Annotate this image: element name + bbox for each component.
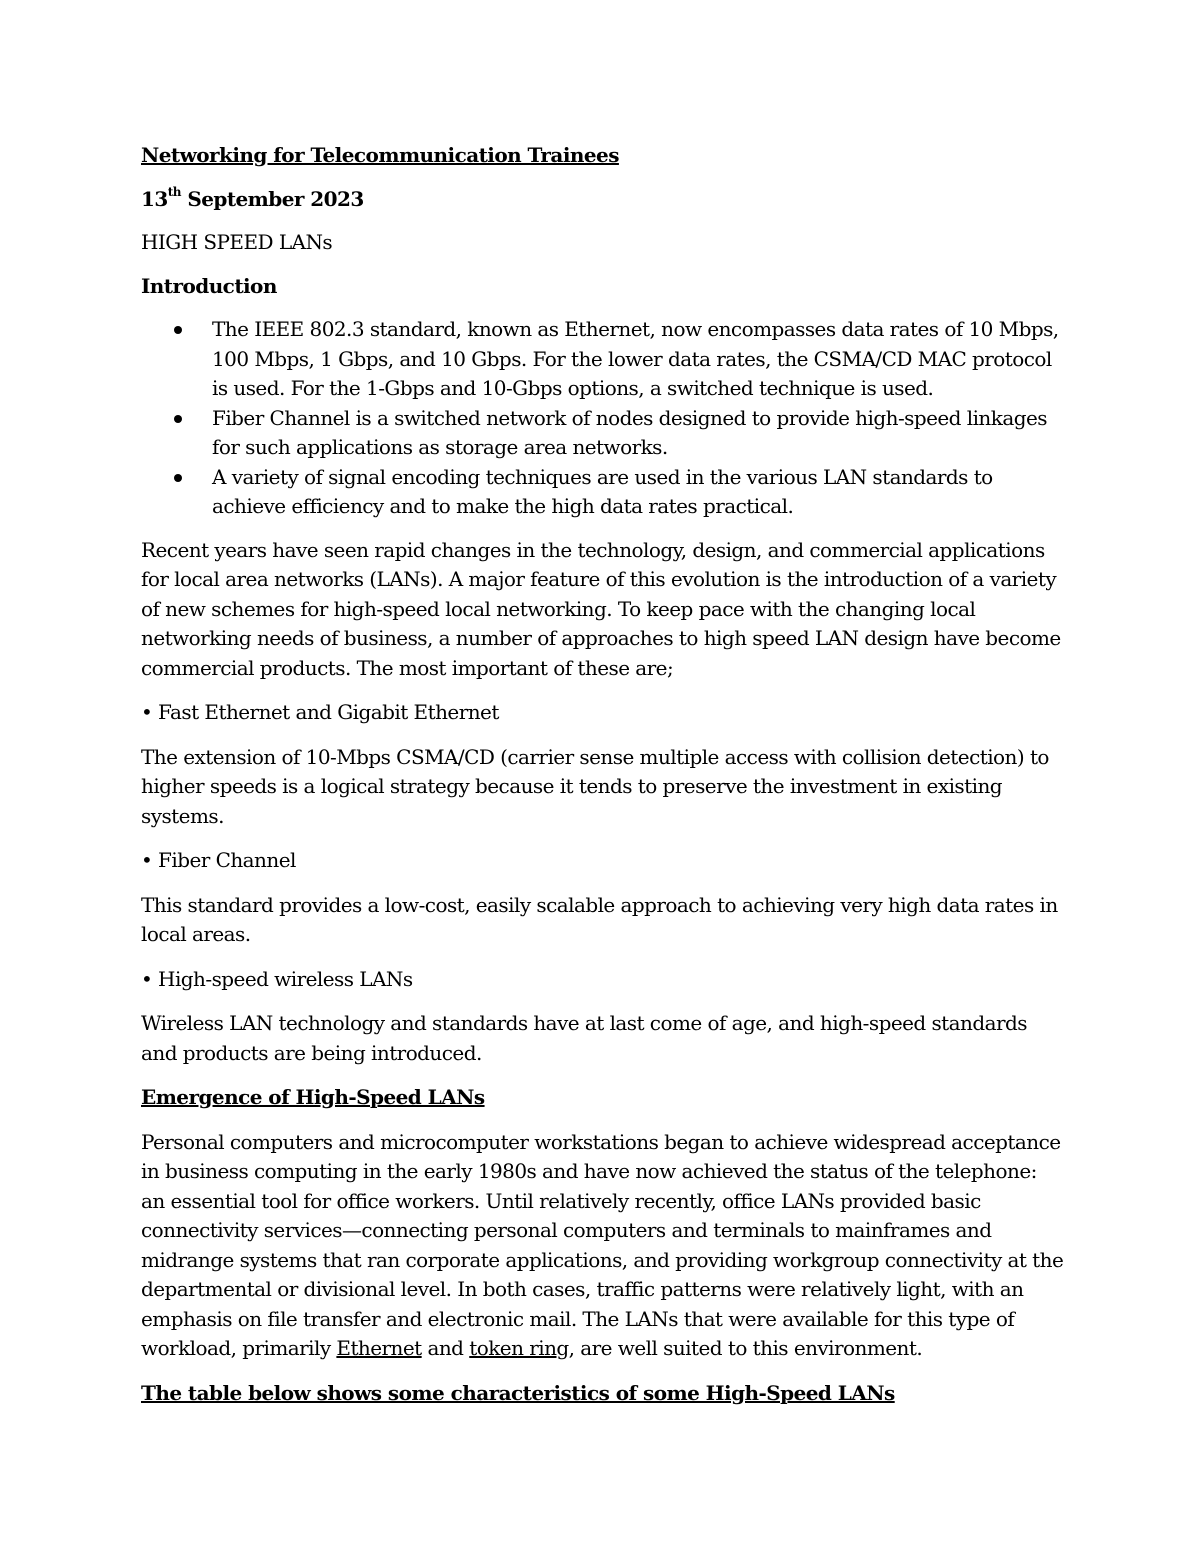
item-text-wireless-lans: Wireless LAN technology and standards have at last come of age, and high-speed standards and products are being introduced. <box>141 1011 1027 1065</box>
section-heading: HIGH SPEED LANs <box>141 230 333 254</box>
bullet-text: The IEEE 802.3 standard, known as Ethernet, now encompasses data rates of 10 Mbps, 100 Mbps, 1 Gbps, and 10 Gbps. For the lower data rates, the CSMA/CD MAC protocol is used. For the 1-Gbps and 10-Gbps options, a switched technique is used. <box>212 317 1059 400</box>
date-suffix: th <box>167 184 181 199</box>
token-ring-link[interactable]: token ring <box>469 1336 569 1360</box>
bullet-item <box>212 404 1066 463</box>
emergence-heading: Emergence of High-Speed LANs <box>141 1085 485 1109</box>
document-date <box>141 185 1066 215</box>
item-label-wireless-lans: • High-speed wireless LANs <box>141 966 413 991</box>
bullet-dot-icon <box>174 415 182 423</box>
item-text-fiber-channel: This standard provides a low-cost, easily scalable approach to achieving very high data rates in local areas. <box>141 892 1058 946</box>
bullet-item <box>212 463 1066 522</box>
intro-bullet-list <box>141 315 1066 522</box>
item-label-fiber-channel: • Fiber Channel <box>141 848 296 872</box>
bullet-text: Fiber Channel is a switched network of nodes designed to provide high-speed linkages for such applications as storage area networks. <box>212 405 1047 459</box>
item-text-fast-ethernet: The extension of 10-Mbps CSMA/CD (carrier sense multiple access with collision detection) to higher speeds is a logical strategy because it tends to preserve the investment in existing systems. <box>141 744 1049 828</box>
ethernet-link[interactable]: Ethernet <box>336 1336 422 1360</box>
emergence-text-start: Personal computers and microcomputer workstations began to achieve widespread acceptance in business computing in the early 1980s and have now achieved the status of the telephone: an essential tool for office workers. Until relatively recently, office LANs provided basic connectivity services—connecting personal computers and terminals to mainframes and midrange systems that ran corporate applications, and providing workgroup connectivity at the departmental or divisional level. In both cases, traffic patterns were relatively light, with an emphasis on file transfer and electronic mail. The LANs that were available for this type of workload, primarily <box>141 1129 1064 1360</box>
emergence-text-and: and <box>421 1336 470 1360</box>
emergence-paragraph <box>141 1128 1066 1364</box>
intro-paragraph: Recent years have seen rapid changes in the technology, design, and commercial applications for local area networks (LANs). A major feature of this evolution is the introduction of a variety of new schemes for high-speed local networking. To keep pace with the changing local networking needs of business, a number of approaches to high speed LAN design have become commercial products. The most important of these are; <box>141 537 1061 680</box>
table-heading: The table below shows some characteristics of some High-Speed LANs <box>141 1380 895 1405</box>
bullet-item <box>212 315 1066 404</box>
bullet-dot-icon <box>174 474 182 482</box>
document-page <box>141 141 1066 1423</box>
bullet-text: A variety of signal encoding techniques are used in the various LAN standards to achieve efficiency and to make the high data rates practical. <box>212 464 993 518</box>
emergence-text-end: , are well suited to this environment. <box>568 1336 923 1360</box>
item-label-fast-ethernet: • Fast Ethernet and Gigabit Ethernet <box>141 700 499 724</box>
document-title: Networking for Telecommunication Trainees <box>141 143 619 167</box>
date-day: 13 <box>141 186 168 211</box>
intro-heading: Introduction <box>141 273 277 298</box>
bullet-dot-icon <box>174 326 182 334</box>
date-rest: September 2023 <box>180 186 364 211</box>
